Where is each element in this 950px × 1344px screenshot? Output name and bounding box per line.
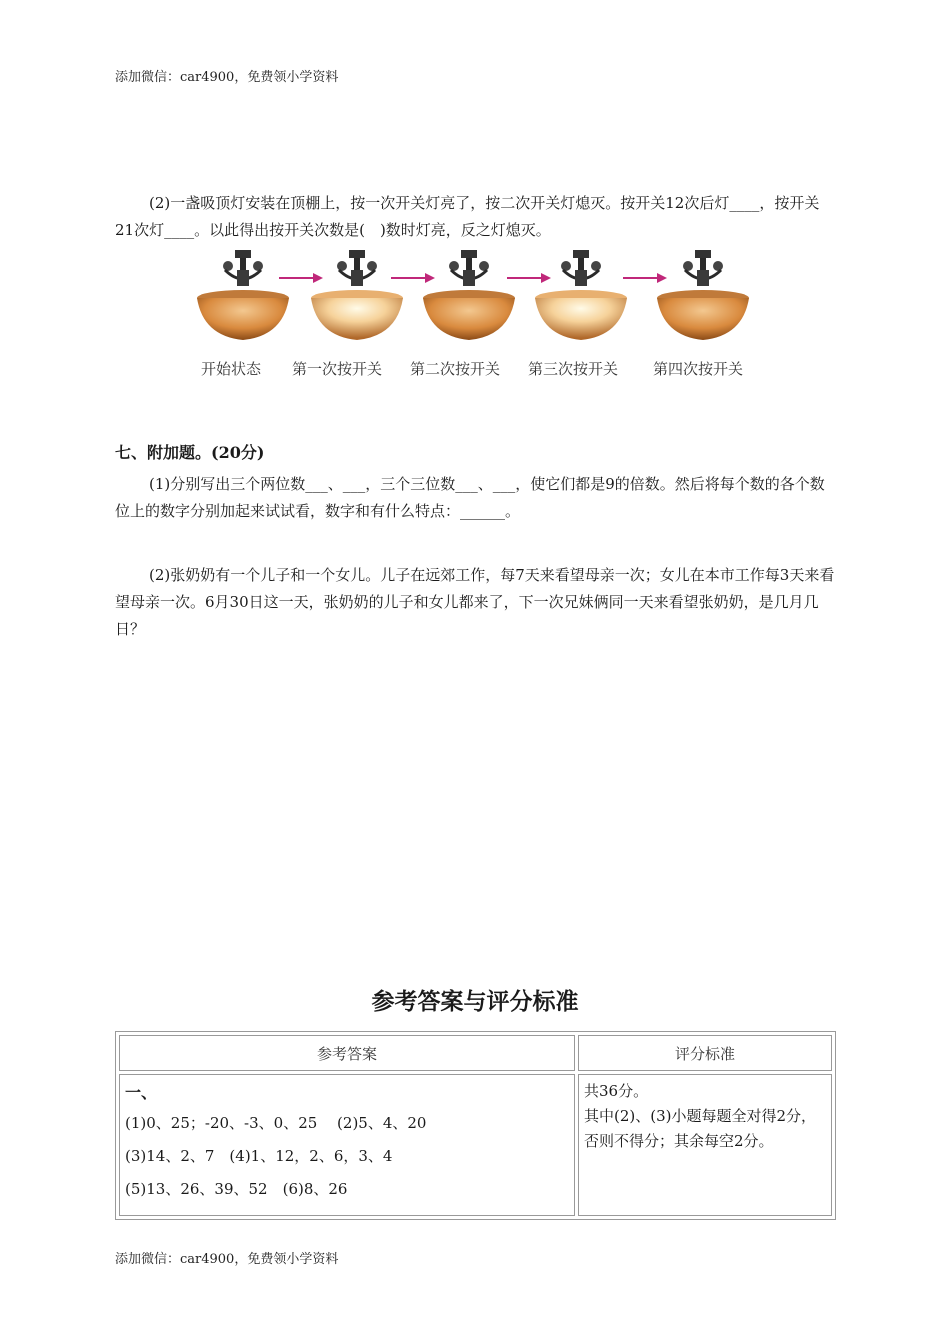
lamp-caption: 第四次按开关 xyxy=(653,360,744,378)
question-lamp: (2)一盏吸顶灯安装在顶棚上，按一次开关灯亮了，按二次开关灯熄灭。按开关12次后灯____，按开关21次灯____。以此得出按开关次数是( )数时灯亮，反之灯熄灭。 xyxy=(115,194,820,239)
lamp-caption: 第二次按开关 xyxy=(410,360,501,378)
answer-cell xyxy=(119,1074,575,1216)
lamp-on-icon xyxy=(533,248,629,348)
lamp-on-icon xyxy=(309,248,405,348)
lamp-off-icon xyxy=(195,248,291,348)
question-multiples: (1)分别写出三个两位数___、___，三个三位数___、___，使它们都是9的倍数。然后将每个数的各个数位上的数字分别加起来试试看，数字和有什么特点：______。 xyxy=(115,475,825,520)
page-header: 添加微信：car4900，免费领小学资料 xyxy=(115,70,339,85)
column-header-answer: 参考答案 xyxy=(119,1035,575,1071)
answer-section-label: 一、 xyxy=(125,1083,158,1102)
lamp-off-icon xyxy=(421,248,517,348)
question-visits: (2)张奶奶有一个儿子和一个女儿。儿子在远郊工作，每7天来看望母亲一次；女儿在本市工作每3天来看望母亲一次。6月30日这一天，张奶奶的儿子和女儿都来了，下一次兄妹俩同一天来看望张奶奶，是几月几日？ xyxy=(115,566,835,638)
section-title: 七、附加题。(20分) xyxy=(115,443,265,462)
answers-title: 参考答案与评分标准 xyxy=(371,989,579,1015)
page-footer: 添加微信：car4900，免费领小学资料 xyxy=(115,1252,339,1267)
criteria-line: 共36分。 xyxy=(584,1082,649,1100)
answer-line: (5)13、26、39、52 (6)8、26 xyxy=(125,1180,348,1198)
column-header-criteria: 评分标准 xyxy=(578,1035,832,1071)
lamp-illustration xyxy=(195,248,765,388)
answer-line: (3)14、2、7 (4)1、12，2、6，3、4 xyxy=(125,1147,393,1165)
lamp-off-icon xyxy=(655,248,751,348)
lamp-caption: 第三次按开关 xyxy=(528,360,619,378)
criteria-line: 其中(2)、(3)小题每题全对得2分，否则不得分；其余每空2分。 xyxy=(584,1107,817,1150)
answer-line: (1)0、25；-20、-3、0、25 (2)5、4、20 xyxy=(125,1114,427,1132)
answer-table xyxy=(115,1031,836,1220)
lamp-caption: 开始状态 xyxy=(201,360,262,378)
lamp-caption: 第一次按开关 xyxy=(292,360,383,378)
criteria-cell xyxy=(578,1074,832,1216)
